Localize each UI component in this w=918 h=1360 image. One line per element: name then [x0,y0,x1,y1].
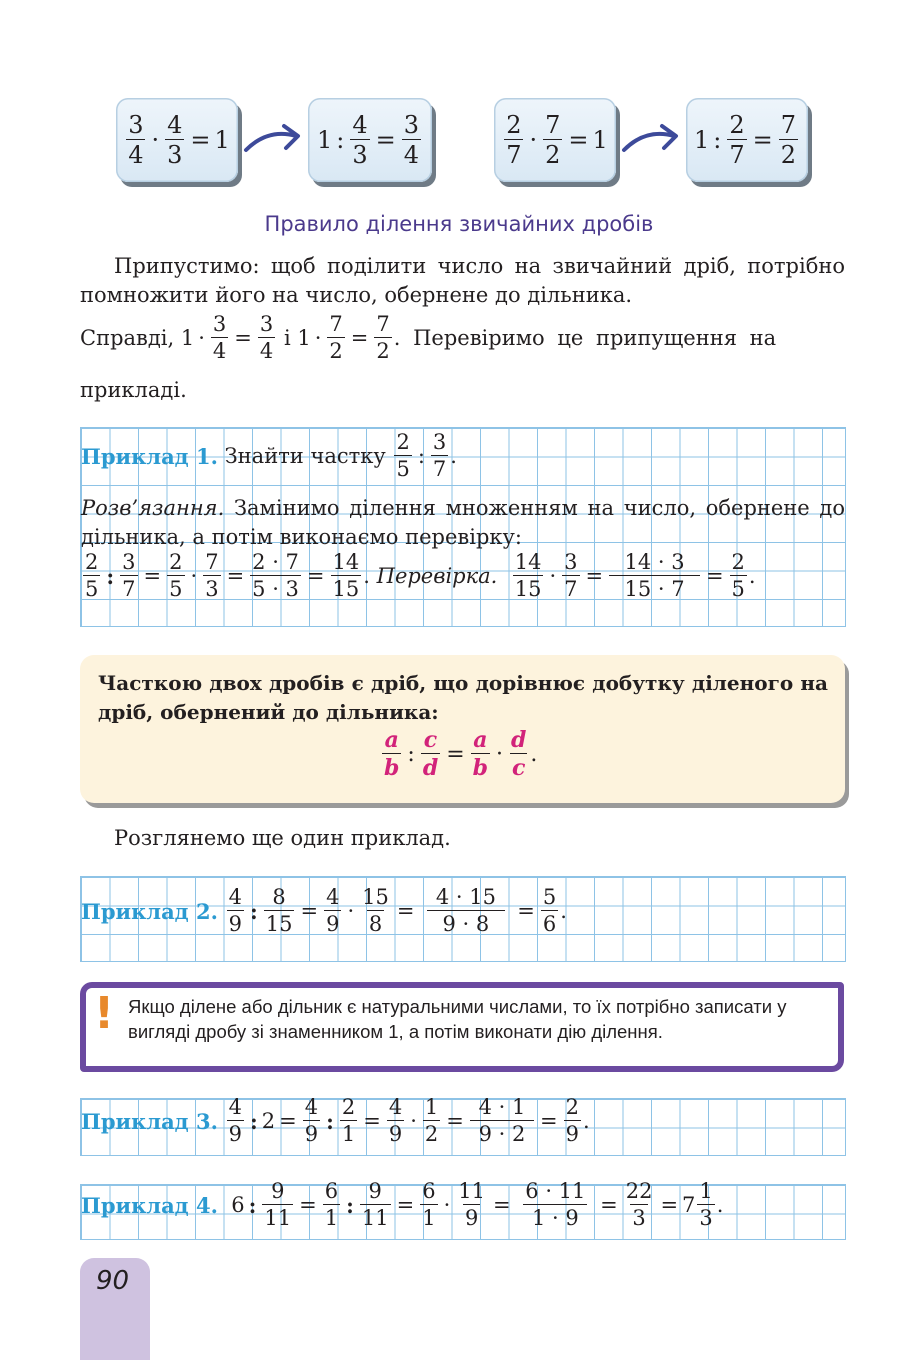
example-3-grid: Приклад 3. $\frac{4}{9}$ : 2 = $\frac{4}{9}$ : $\frac{2}{1}$ = $\frac{4}{9}$ · $\frac{1}{2}$ = $\frac{4 \cdot 1}{9 \cdot 2}$ = $\frac{2}{9}$ . [80,1098,846,1156]
example-4-label: Приклад 4. [81,1192,218,1218]
check-label: Перевірка. [376,564,498,588]
transition-text: Розглянемо ще один приклад. [114,826,451,850]
intro-line-1: Припустимо: щоб поділити число на звичайний дріб, потрібно помножити його на число, обернене до дільника. [80,254,845,307]
exclamation-icon: ! [94,988,115,1039]
intro-formula-line: Справді, 1 · $\frac{3}{4}$ = $\frac{3}{4}$ і 1 · $\frac{7}{2}$ = $\frac{7}{2}$ . Перевіримо це припущення на [80,312,777,363]
page-number: 90 [96,1266,130,1296]
arrow-icon [620,118,682,158]
example-1-grid: Приклад 1. Знайти частку $\frac{2}{5}$ : $\frac{3}{7}$ . Розв’язання. Замінимо ділення множенням на число, обернене до дільника, а потім виконаємо перевірку: $\frac{2}{5}$ : $\frac{3}{7}$ = $\frac{2}{5}$ · $\frac{7}{3}$ = $\frac{2 \cdot 7}{5 \cdot 3}$ = $\frac{14}{15}$ . Перевірка. $\frac{14}{15}$ · $\frac{3}{7}$ = $\frac{14 \cdot 3}{15 \cdot 7}$ = $\frac{2}{5}$ . [80,427,846,627]
example-2-grid: Приклад 2. $\frac{4}{9}$ : $\frac{8}{15}$ = $\frac{4}{9}$ · $\frac{15}{8}$ = $\frac{4 \cdot 15}{9 \cdot 8}$ = $\frac{5}{6}$ . [80,876,846,962]
rule-box [80,655,845,803]
example-3-label: Приклад 3. [81,1108,218,1134]
identity-box-3: $\frac{2}{7}$ · $\frac{7}{2}$ = 1 [494,98,616,182]
solution-text: Замінимо ділення множенням на число, обернене до дільника, а потім виконаємо перевірку: [81,496,845,549]
identity-box-1: $\frac{3}{4}$ · $\frac{4}{3}$ = 1 [116,98,238,182]
example-2-label: Приклад 2. [81,898,218,924]
note-box [80,982,844,1072]
identity-box-2: 1 : $\frac{4}{3}$ = $\frac{3}{4}$ [308,98,432,182]
example-4-grid: Приклад 4. 6 : $\frac{9}{11}$ = $\frac{6}{1}$ : $\frac{9}{11}$ = $\frac{6}{1}$ · $\frac{11}{9}$ = $\frac{6 \cdot 11}{1 \cdot 9}$ = $\frac{22}{3}$ = 7 $\frac{1}{3}$ . [80,1184,846,1240]
example-1-task: Знайти частку [224,444,386,468]
page-number-tab [80,1258,150,1360]
rule-formula: $\frac{a}{b}$ : $\frac{c}{d}$ = $\frac{a}{b}$ · $\frac{d}{c}$ . [384,727,538,781]
intro-paragraph [80,252,845,310]
note-text: Якщо ділене або дільник є натуральними числами, то їх потрібно записати у вигляді дробу зі знаменником 1, а потім виконати дію ділення. [128,996,787,1042]
solution-label: Розв’язання. [81,496,225,520]
arrow-icon [242,118,304,158]
example-1-label: Приклад 1. [81,443,218,469]
intro-line-3: прикладі. [80,378,187,402]
identity-box-4: 1 : $\frac{2}{7}$ = $\frac{7}{2}$ [686,98,808,182]
section-heading: Правило ділення звичайних дробів [264,212,654,236]
rule-text: Часткою двох дробів є дріб, що дорівнює добутку діленого на дріб, обернений до дільника: [98,671,828,724]
